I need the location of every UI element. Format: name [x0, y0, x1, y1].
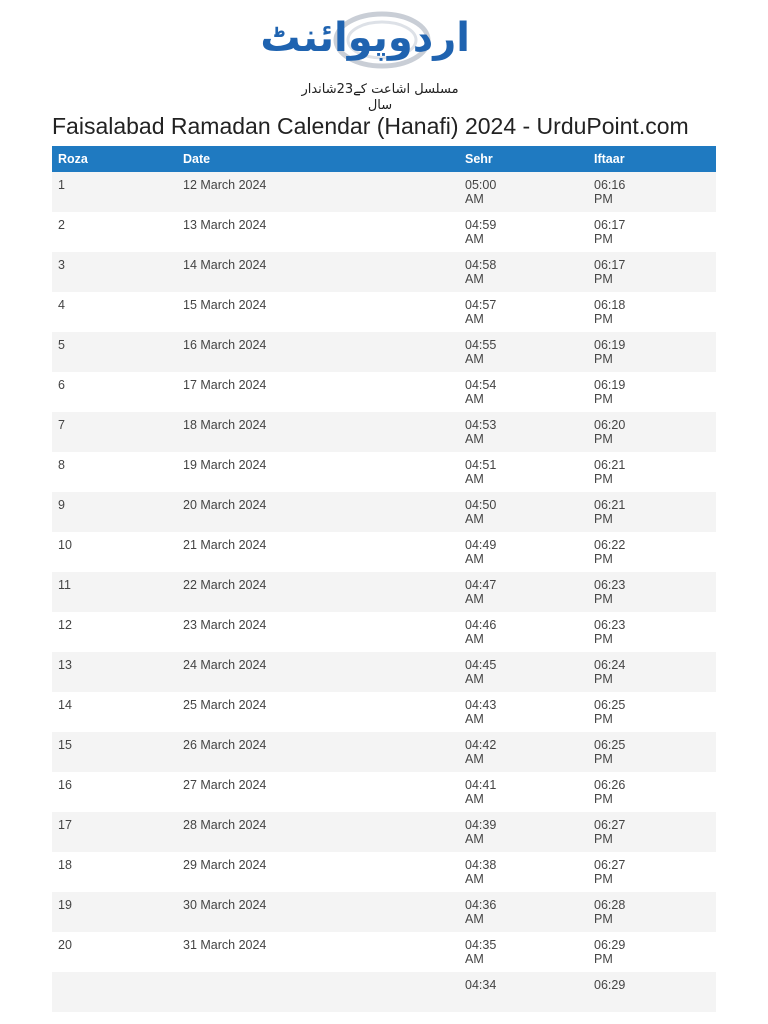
iftaar-cell-iftaar-period: PM	[594, 592, 613, 606]
sehr-cell-sehr-time: 04:59	[465, 218, 497, 232]
iftaar-cell-iftaar-period: PM	[594, 952, 613, 966]
sehr-cell-sehr-time: 04:46	[465, 618, 497, 632]
roza-cell	[52, 332, 177, 372]
iftaar-cell-iftaar-period: PM	[594, 312, 613, 326]
table-row	[52, 812, 716, 852]
sehr-cell	[459, 212, 588, 252]
page-title: Faisalabad Ramadan Calendar (Hanafi) 2024 - UrduPoint.com	[52, 113, 689, 139]
iftaar-cell-iftaar-period: PM	[594, 232, 613, 246]
iftaar-cell-iftaar-time: 06:16	[594, 178, 626, 192]
roza-cell-roza: 4	[58, 298, 65, 312]
iftaar-cell	[588, 612, 716, 652]
date-cell-date: 30 March 2024	[183, 898, 267, 912]
sehr-cell-sehr-time: 04:55	[465, 338, 497, 352]
iftaar-cell	[588, 532, 716, 572]
iftaar-cell-iftaar-time: 06:19	[594, 338, 626, 352]
sehr-cell	[459, 532, 588, 572]
iftaar-cell-iftaar-period: PM	[594, 712, 613, 726]
iftaar-cell-iftaar-time: 06:24	[594, 658, 626, 672]
iftaar-cell-iftaar-period: PM	[594, 352, 613, 366]
iftaar-cell-iftaar-time: 06:19	[594, 378, 626, 392]
iftaar-cell-iftaar-period: PM	[594, 752, 613, 766]
date-cell	[177, 932, 459, 972]
sehr-cell-sehr-time: 05:00	[465, 178, 497, 192]
roza-cell	[52, 572, 177, 612]
iftaar-cell	[588, 852, 716, 892]
date-cell-date: 27 March 2024	[183, 778, 267, 792]
iftaar-cell-iftaar-time: 06:22	[594, 538, 626, 552]
iftaar-cell	[588, 772, 716, 812]
iftaar-cell-iftaar-time: 06:29	[594, 938, 626, 952]
iftaar-cell-iftaar-time: 06:25	[594, 698, 626, 712]
iftaar-cell-iftaar-time: 06:28	[594, 898, 626, 912]
iftaar-cell	[588, 292, 716, 332]
date-cell	[177, 532, 459, 572]
date-cell-date: 14 March 2024	[183, 258, 267, 272]
roza-cell-roza: 14	[58, 698, 72, 712]
sehr-cell	[459, 692, 588, 732]
iftaar-cell-iftaar-period: PM	[594, 632, 613, 646]
iftaar-cell-iftaar-period: PM	[594, 192, 613, 206]
roza-cell	[52, 972, 177, 1012]
table-row	[52, 932, 716, 972]
sehr-cell	[459, 772, 588, 812]
roza-cell	[52, 412, 177, 452]
iftaar-cell-iftaar-period: PM	[594, 792, 613, 806]
iftaar-cell-iftaar-time: 06:21	[594, 498, 626, 512]
sehr-cell	[459, 412, 588, 452]
roza-cell-roza: 18	[58, 858, 72, 872]
sehr-cell-sehr-time: 04:50	[465, 498, 497, 512]
table-row	[52, 652, 716, 692]
date-cell-date: 17 March 2024	[183, 378, 267, 392]
roza-cell-roza: 17	[58, 818, 72, 832]
table-row	[52, 292, 716, 332]
sehr-cell-sehr-time: 04:49	[465, 538, 497, 552]
date-cell	[177, 412, 459, 452]
ramadan-calendar-table	[52, 146, 716, 1012]
table-row	[52, 772, 716, 812]
date-cell	[177, 692, 459, 732]
table-row	[52, 572, 716, 612]
date-cell	[177, 652, 459, 692]
roza-cell	[52, 692, 177, 732]
iftaar-cell	[588, 892, 716, 932]
sehr-cell	[459, 372, 588, 412]
date-cell	[177, 852, 459, 892]
date-cell	[177, 452, 459, 492]
iftaar-cell-iftaar-time: 06:21	[594, 458, 626, 472]
sehr-cell-sehr-time: 04:35	[465, 938, 497, 952]
date-cell-date: 16 March 2024	[183, 338, 267, 352]
table-row	[52, 172, 716, 212]
sehr-cell-sehr-time: 04:36	[465, 898, 497, 912]
sehr-cell	[459, 292, 588, 332]
roza-cell	[52, 172, 177, 212]
sehr-cell-sehr-period: AM	[465, 872, 484, 886]
date-cell-date: 19 March 2024	[183, 458, 267, 472]
iftaar-cell	[588, 252, 716, 292]
table-row	[52, 372, 716, 412]
sehr-cell	[459, 652, 588, 692]
iftaar-cell-iftaar-period: PM	[594, 432, 613, 446]
date-cell-date: 25 March 2024	[183, 698, 267, 712]
iftaar-cell-iftaar-period: PM	[594, 832, 613, 846]
sehr-cell-sehr-time: 04:47	[465, 578, 497, 592]
urdupoint-logo[interactable]	[260, 6, 470, 113]
date-cell-date: 31 March 2024	[183, 938, 267, 952]
sehr-cell-sehr-time: 04:57	[465, 298, 497, 312]
iftaar-cell	[588, 692, 716, 732]
iftaar-cell	[588, 932, 716, 972]
sehr-cell-sehr-period: AM	[465, 792, 484, 806]
sehr-cell	[459, 932, 588, 972]
roza-cell	[52, 372, 177, 412]
iftaar-cell-iftaar-period: PM	[594, 472, 613, 486]
date-cell-date: 28 March 2024	[183, 818, 267, 832]
sehr-cell-sehr-time: 04:41	[465, 778, 497, 792]
table-row	[52, 612, 716, 652]
sehr-cell-sehr-period: AM	[465, 912, 484, 926]
header-iftaar: Iftaar	[588, 146, 716, 172]
sehr-cell	[459, 612, 588, 652]
sehr-cell-sehr-period: AM	[465, 552, 484, 566]
sehr-cell	[459, 252, 588, 292]
sehr-cell-sehr-period: AM	[465, 392, 484, 406]
table-row	[52, 852, 716, 892]
iftaar-cell-iftaar-period: PM	[594, 672, 613, 686]
sehr-cell-sehr-period: AM	[465, 832, 484, 846]
roza-cell-roza: 11	[58, 578, 71, 592]
date-cell	[177, 372, 459, 412]
iftaar-cell	[588, 452, 716, 492]
table-row	[52, 252, 716, 292]
sehr-cell	[459, 972, 588, 1012]
roza-cell-roza: 10	[58, 538, 72, 552]
date-cell	[177, 732, 459, 772]
sehr-cell	[459, 452, 588, 492]
sehr-cell-sehr-period: AM	[465, 352, 484, 366]
iftaar-cell-iftaar-time: 06:18	[594, 298, 626, 312]
iftaar-cell-iftaar-period: PM	[594, 552, 613, 566]
sehr-cell-sehr-period: AM	[465, 312, 484, 326]
table-row	[52, 492, 716, 532]
iftaar-cell-iftaar-period: PM	[594, 272, 613, 286]
date-cell	[177, 332, 459, 372]
table-row	[52, 972, 716, 1012]
sehr-cell-sehr-time: 04:53	[465, 418, 497, 432]
sehr-cell-sehr-period: AM	[465, 432, 484, 446]
sehr-cell-sehr-time: 04:42	[465, 738, 497, 752]
iftaar-cell	[588, 332, 716, 372]
logo-tagline: مسلسل اشاعت کے23شاندار سال	[301, 82, 459, 113]
date-cell-date: 26 March 2024	[183, 738, 267, 752]
sehr-cell-sehr-period: AM	[465, 952, 484, 966]
date-cell-date: 18 March 2024	[183, 418, 267, 432]
sehr-cell	[459, 572, 588, 612]
sehr-cell-sehr-period: AM	[465, 472, 484, 486]
roza-cell-roza: 7	[58, 418, 65, 432]
roza-cell	[52, 812, 177, 852]
iftaar-cell-iftaar-period: PM	[594, 872, 613, 886]
table-body	[52, 172, 716, 1012]
sehr-cell	[459, 172, 588, 212]
iftaar-cell-iftaar-time: 06:26	[594, 778, 626, 792]
roza-cell-roza: 13	[58, 658, 72, 672]
iftaar-cell-iftaar-time: 06:17	[594, 218, 626, 232]
iftaar-cell	[588, 492, 716, 532]
table-row	[52, 452, 716, 492]
sehr-cell-sehr-time: 04:43	[465, 698, 497, 712]
roza-cell-roza: 15	[58, 738, 72, 752]
date-cell	[177, 892, 459, 932]
date-cell-date: 20 March 2024	[183, 498, 267, 512]
sehr-cell-sehr-period: AM	[465, 752, 484, 766]
sehr-cell-sehr-time: 04:38	[465, 858, 497, 872]
table-row	[52, 892, 716, 932]
iftaar-cell	[588, 572, 716, 612]
date-cell	[177, 812, 459, 852]
date-cell-date: 15 March 2024	[183, 298, 267, 312]
iftaar-cell-iftaar-time: 06:29	[594, 978, 626, 992]
roza-cell-roza: 12	[58, 618, 72, 632]
roza-cell	[52, 252, 177, 292]
sehr-cell	[459, 852, 588, 892]
date-cell-date: 12 March 2024	[183, 178, 267, 192]
logo-urdu-name: اردوپوائنٹ	[260, 15, 470, 61]
roza-cell-roza: 2	[58, 218, 65, 232]
sehr-cell-sehr-period: AM	[465, 272, 484, 286]
date-cell	[177, 772, 459, 812]
date-cell	[177, 172, 459, 212]
date-cell	[177, 252, 459, 292]
iftaar-cell-iftaar-period: PM	[594, 392, 613, 406]
date-cell-date: 24 March 2024	[183, 658, 267, 672]
roza-cell-roza: 1	[58, 178, 65, 192]
roza-cell	[52, 732, 177, 772]
date-cell-date: 21 March 2024	[183, 538, 267, 552]
date-cell	[177, 492, 459, 532]
roza-cell-roza: 6	[58, 378, 65, 392]
table-row	[52, 332, 716, 372]
iftaar-cell-iftaar-period: PM	[594, 912, 613, 926]
sehr-cell-sehr-period: AM	[465, 592, 484, 606]
sehr-cell-sehr-period: AM	[465, 712, 484, 726]
roza-cell	[52, 532, 177, 572]
sehr-cell-sehr-time: 04:54	[465, 378, 497, 392]
header-sehr: Sehr	[459, 146, 588, 172]
iftaar-cell	[588, 372, 716, 412]
iftaar-cell-iftaar-time: 06:23	[594, 618, 626, 632]
date-cell-date: 13 March 2024	[183, 218, 267, 232]
table-row	[52, 732, 716, 772]
roza-cell	[52, 212, 177, 252]
roza-cell	[52, 852, 177, 892]
table-row	[52, 412, 716, 452]
date-cell-date: 29 March 2024	[183, 858, 267, 872]
sehr-cell	[459, 492, 588, 532]
sehr-cell-sehr-period: AM	[465, 672, 484, 686]
table-row	[52, 692, 716, 732]
iftaar-cell-iftaar-time: 06:25	[594, 738, 626, 752]
iftaar-cell	[588, 412, 716, 452]
header-roza: Roza	[52, 146, 177, 172]
sehr-cell-sehr-period: AM	[465, 232, 484, 246]
roza-cell	[52, 772, 177, 812]
date-cell	[177, 212, 459, 252]
date-cell-date: 22 March 2024	[183, 578, 267, 592]
iftaar-cell-iftaar-time: 06:17	[594, 258, 626, 272]
roza-cell	[52, 452, 177, 492]
sehr-cell-sehr-period: AM	[465, 192, 484, 206]
roza-cell-roza: 9	[58, 498, 65, 512]
sehr-cell	[459, 812, 588, 852]
sehr-cell-sehr-time: 04:45	[465, 658, 497, 672]
iftaar-cell-iftaar-time: 06:27	[594, 858, 626, 872]
date-cell	[177, 972, 459, 1012]
roza-cell	[52, 652, 177, 692]
roza-cell	[52, 612, 177, 652]
sehr-cell-sehr-period: AM	[465, 512, 484, 526]
sehr-cell-sehr-time: 04:34	[465, 978, 497, 992]
iftaar-cell	[588, 172, 716, 212]
header-date: Date	[177, 146, 459, 172]
roza-cell-roza: 5	[58, 338, 65, 352]
iftaar-cell	[588, 212, 716, 252]
date-cell	[177, 572, 459, 612]
roza-cell	[52, 892, 177, 932]
iftaar-cell-iftaar-time: 06:23	[594, 578, 626, 592]
sehr-cell-sehr-period: AM	[465, 632, 484, 646]
sehr-cell	[459, 732, 588, 772]
roza-cell	[52, 932, 177, 972]
roza-cell-roza: 19	[58, 898, 72, 912]
table-header-row	[52, 146, 716, 172]
sehr-cell	[459, 332, 588, 372]
roza-cell-roza: 8	[58, 458, 65, 472]
iftaar-cell-iftaar-time: 06:20	[594, 418, 626, 432]
roza-cell	[52, 292, 177, 332]
date-cell-date: 23 March 2024	[183, 618, 267, 632]
roza-cell	[52, 492, 177, 532]
iftaar-cell	[588, 972, 716, 1012]
table-row	[52, 212, 716, 252]
roza-cell-roza: 16	[58, 778, 72, 792]
date-cell	[177, 292, 459, 332]
date-cell	[177, 612, 459, 652]
table-row	[52, 532, 716, 572]
iftaar-cell	[588, 732, 716, 772]
sehr-cell-sehr-time: 04:58	[465, 258, 497, 272]
roza-cell-roza: 3	[58, 258, 65, 272]
iftaar-cell	[588, 652, 716, 692]
iftaar-cell-iftaar-time: 06:27	[594, 818, 626, 832]
sehr-cell	[459, 892, 588, 932]
iftaar-cell	[588, 812, 716, 852]
sehr-cell-sehr-time: 04:39	[465, 818, 497, 832]
roza-cell-roza: 20	[58, 938, 72, 952]
sehr-cell-sehr-time: 04:51	[465, 458, 497, 472]
iftaar-cell-iftaar-period: PM	[594, 512, 613, 526]
